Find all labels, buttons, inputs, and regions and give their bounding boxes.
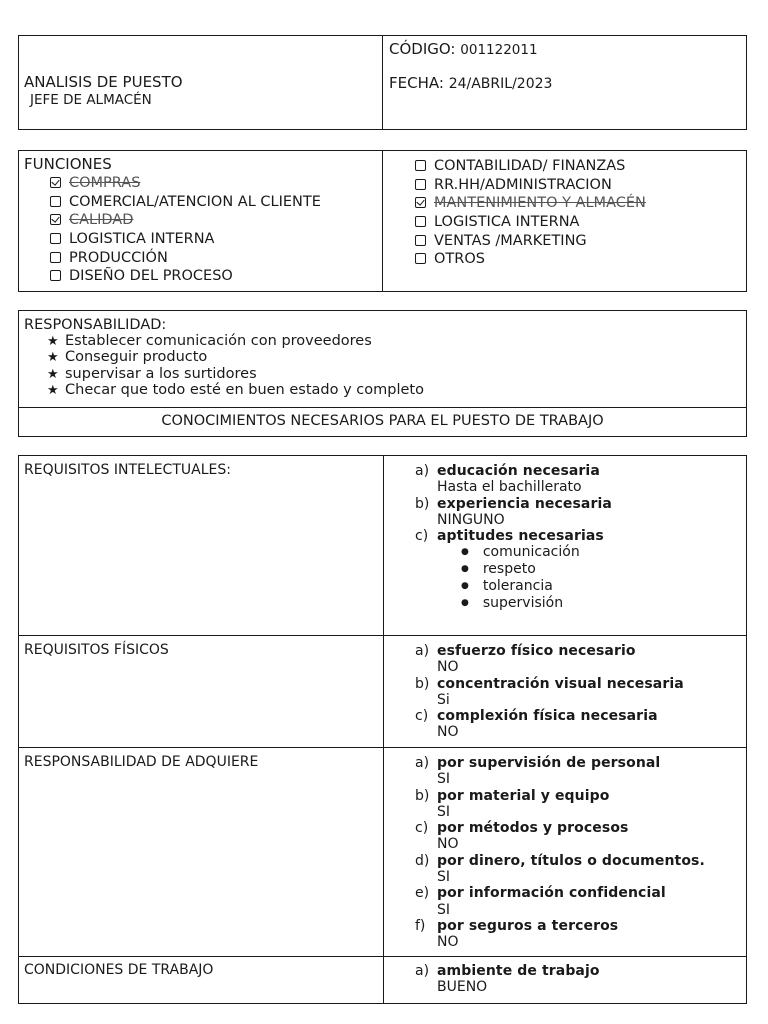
list-item: b) experiencia necesaria NINGUNO [415, 495, 612, 528]
date-field [389, 74, 552, 92]
checkbox-icon[interactable] [415, 216, 426, 227]
function-option[interactable] [50, 174, 321, 193]
function-label: PRODUCCIÓN [69, 249, 168, 266]
list-item: f) por seguros a terceros NO [415, 917, 619, 951]
code-label: CÓDIGO: [389, 40, 456, 58]
checkbox-icon[interactable] [415, 179, 426, 190]
function-label: RR.HH/ADMINISTRACION [434, 176, 612, 193]
function-option[interactable] [50, 193, 321, 212]
function-label: COMERCIAL/ATENCION AL CLIENTE [69, 193, 321, 210]
checkbox-icon[interactable] [50, 233, 61, 244]
responsibility-title: RESPONSABILIDAD: [24, 317, 167, 333]
functions-right-list [415, 157, 646, 269]
intellectual-title: REQUISITOS INTELECTUALES: [24, 462, 231, 478]
star-icon: ★ [47, 366, 59, 382]
document-title: ANALISIS DE PUESTO [24, 73, 183, 91]
list-item: a) esfuerzo físico necesario NO [415, 643, 636, 676]
list-item: b) por material y equipo SI [415, 787, 610, 820]
function-option[interactable] [50, 230, 321, 249]
function-option[interactable] [50, 211, 321, 230]
checkbox-icon[interactable] [50, 196, 61, 207]
function-option[interactable] [415, 250, 646, 269]
function-label: DISEÑO DEL PROCESO [69, 268, 233, 285]
function-option[interactable] [415, 213, 646, 232]
function-label: CALIDAD [69, 212, 134, 229]
star-icon: ★ [47, 334, 59, 349]
physical-title: REQUISITOS FÍSICOS [24, 642, 169, 658]
functions-title: FUNCIONES [24, 155, 112, 173]
code-field [389, 40, 538, 58]
function-label: COMPRAS [69, 175, 141, 191]
conditions-title: CONDICIONES DE TRABAJO [24, 962, 214, 978]
list-item: ★ supervisar a los surtidores [47, 365, 257, 382]
list-item: a) ambiente de trabajo BUENO [415, 963, 600, 996]
list-item: ● supervisión [461, 595, 612, 612]
function-option[interactable] [415, 157, 646, 176]
function-option[interactable] [415, 176, 646, 195]
checked-checkbox-icon[interactable] [50, 214, 61, 225]
checkbox-icon[interactable] [50, 252, 61, 263]
function-option[interactable] [415, 232, 646, 251]
acquired-title: RESPONSABILIDAD DE ADQUIERE [24, 754, 259, 770]
physical-list [415, 643, 684, 741]
list-item: ● respeto [461, 561, 612, 578]
list-item: ● comunicación [461, 544, 612, 561]
checkbox-icon[interactable] [50, 270, 61, 281]
conditions-list [415, 963, 600, 996]
list-item: c) aptitudes necesarias ● comunicación ● respeto ● tolerancia ● supervisión [437, 528, 612, 612]
list-item: ★ Checar que todo esté en buen estado y completo [47, 381, 424, 398]
list-item: a) educación necesaria Hasta el bachillerato [415, 463, 600, 496]
star-icon: ★ [47, 382, 59, 398]
knowledge-heading: CONOCIMIENTOS NECESARIOS PARA EL PUESTO DE TRABAJO [161, 413, 604, 429]
function-label: OTROS [434, 251, 485, 268]
list-item: ★ Conseguir producto [47, 349, 208, 366]
function-option[interactable] [50, 249, 321, 268]
function-label: LOGISTICA INTERNA [434, 214, 580, 231]
star-icon: ★ [47, 350, 59, 366]
checked-checkbox-icon[interactable] [415, 197, 426, 208]
acquired-list [415, 755, 705, 951]
checkbox-icon[interactable] [415, 235, 426, 246]
list-item: e) por información confidencial SI [415, 885, 666, 918]
aptitudes-list [461, 544, 612, 612]
responsibility-box [18, 310, 747, 437]
header-box [18, 35, 747, 130]
function-option[interactable] [415, 194, 646, 213]
code-value: 001122011 [460, 42, 538, 58]
checkbox-icon[interactable] [415, 253, 426, 264]
function-option[interactable] [50, 267, 321, 286]
list-item: b) concentración visual necesaria Si [415, 675, 684, 708]
list-item: c) por métodos y procesos NO [415, 820, 629, 853]
job-title: JEFE DE ALMACÉN [30, 92, 152, 108]
function-label: CONTABILIDAD/ FINANZAS [434, 158, 626, 174]
functions-box [18, 150, 747, 292]
functions-left-list [50, 174, 321, 286]
list-item: a) por supervisión de personal SI [415, 755, 661, 788]
list-item: ★ Establecer comunicación con proveedores [47, 333, 372, 349]
function-label: LOGISTICA INTERNA [69, 231, 215, 248]
date-value: 24/ABRIL/2023 [448, 76, 553, 92]
checkbox-icon[interactable] [415, 160, 426, 171]
checked-checkbox-icon[interactable] [50, 177, 61, 188]
list-item: ● tolerancia [461, 578, 612, 595]
list-item: d) por dinero, títulos o documentos. SI [415, 852, 705, 886]
responsibility-list [47, 333, 424, 398]
function-label: MANTENIMIENTO Y ALMACÉN [434, 195, 646, 212]
list-item: c) complexión física necesaria NO [415, 708, 658, 741]
intellectual-list [415, 463, 612, 612]
date-label: FECHA: [389, 74, 444, 92]
function-label: VENTAS /MARKETING [434, 232, 587, 249]
requirements-table [18, 455, 747, 1004]
